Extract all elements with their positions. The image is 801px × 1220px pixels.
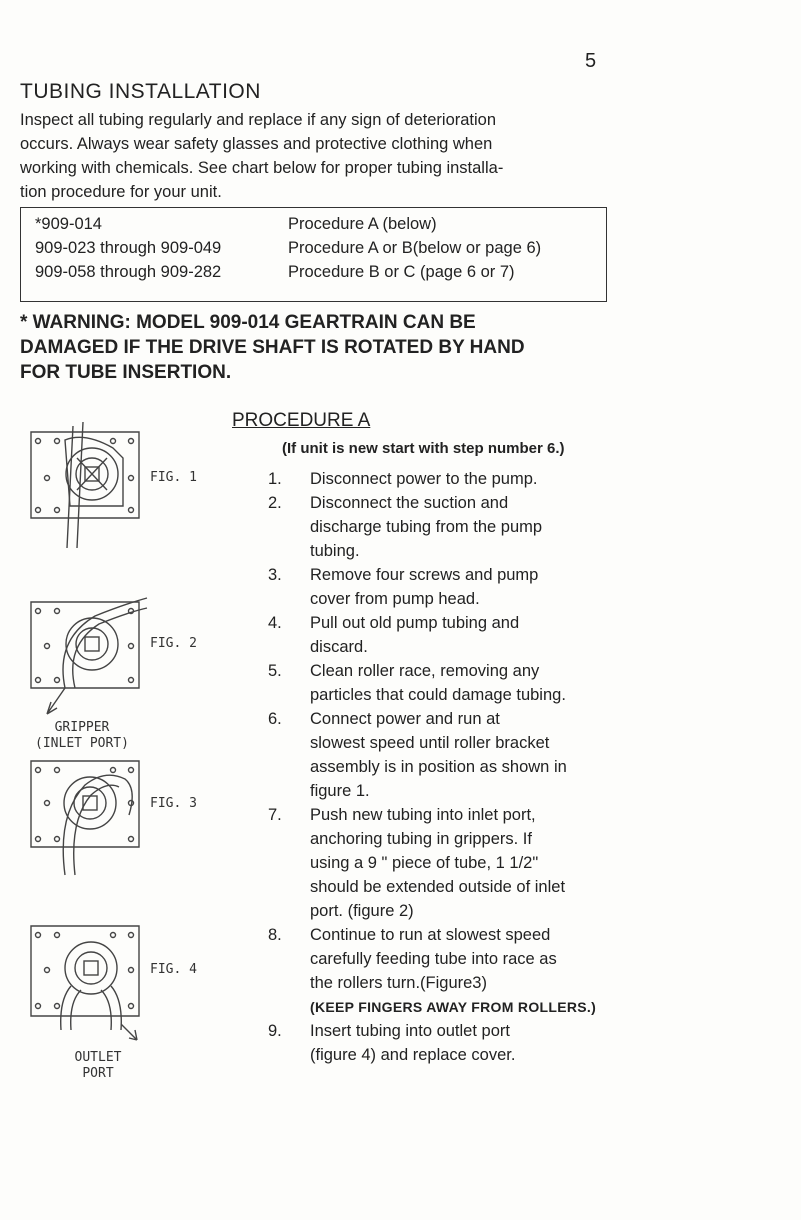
fig-3-label: FIG. 3 xyxy=(150,796,197,811)
chart-model: *909-014 xyxy=(35,215,102,233)
step-number: 2. xyxy=(268,494,282,512)
step-line: the rollers turn.(Figure3) xyxy=(310,974,487,992)
step-line: using a 9 " piece of tube, 1 1/2" xyxy=(310,854,539,872)
inlet-port-line: (INLET PORT) xyxy=(35,736,129,751)
step xyxy=(268,467,608,491)
chart-model: 909-058 through 909-282 xyxy=(35,263,222,281)
outlet-port-label xyxy=(58,1050,138,1082)
figure-1-pump-head xyxy=(25,418,145,553)
step xyxy=(268,611,608,659)
step xyxy=(268,491,608,563)
step-line: tubing. xyxy=(310,542,360,560)
fig-4-label: FIG. 4 xyxy=(150,962,197,977)
step-line: particles that could damage tubing. xyxy=(310,686,566,704)
intro-paragraph xyxy=(20,108,610,204)
step-line: assembly is in position as shown in xyxy=(310,758,567,776)
intro-line: tion procedure for your unit. xyxy=(20,183,222,201)
procedure-chart xyxy=(20,207,607,302)
step xyxy=(268,803,608,923)
step xyxy=(268,563,608,611)
intro-line: occurs. Always wear safety glasses and protective clothing when xyxy=(20,135,493,153)
step-number: 5. xyxy=(268,662,282,680)
step-line: Disconnect power to the pump. xyxy=(310,470,538,488)
procedure-note: (If unit is new start with step number 6.) xyxy=(282,440,565,457)
chart-procedure: Procedure B or C (page 6 or 7) xyxy=(288,263,515,281)
step-line: Insert tubing into outlet port xyxy=(310,1022,510,1040)
step-line: Pull out old pump tubing and xyxy=(310,614,520,632)
step-number: 3. xyxy=(268,566,282,584)
step-line: figure 1. xyxy=(310,782,370,800)
step-line: Push new tubing into inlet port, xyxy=(310,806,536,824)
step-line: cover from pump head. xyxy=(310,590,480,608)
step-line: Clean roller race, removing any xyxy=(310,662,540,680)
step-line: should be extended outside of inlet xyxy=(310,878,566,896)
step-line: slowest speed until roller bracket xyxy=(310,734,550,752)
step xyxy=(268,707,608,803)
figure-2-pump-head xyxy=(25,590,150,720)
step-line: discharge tubing from the pump xyxy=(310,518,543,536)
step xyxy=(268,923,608,1019)
chart-procedure: Procedure A (below) xyxy=(288,215,437,233)
step-line: (figure 4) and replace cover. xyxy=(310,1046,516,1064)
gripper-inlet-port-label xyxy=(22,720,142,752)
step-number: 9. xyxy=(268,1022,282,1040)
step-number: 1. xyxy=(268,470,282,488)
step xyxy=(268,659,608,707)
step-caution: (KEEP FINGERS AWAY FROM ROLLERS.) xyxy=(310,999,597,1015)
warning-line: * WARNING: MODEL 909-014 GEARTRAIN CAN BE xyxy=(20,312,476,333)
gripper-line: GRIPPER xyxy=(54,720,110,735)
step-line: anchoring tubing in grippers. If xyxy=(310,830,532,848)
intro-line: Inspect all tubing regularly and replace if any sign of deterioration xyxy=(20,111,497,129)
steps-list xyxy=(268,467,608,1067)
step-line: port. (figure 2) xyxy=(310,902,414,920)
step-number: 7. xyxy=(268,806,282,824)
step-line: Connect power and run at xyxy=(310,710,500,728)
step-line: Remove four screws and pump xyxy=(310,566,539,584)
step-number: 8. xyxy=(268,926,282,944)
warning-line: FOR TUBE INSERTION. xyxy=(20,362,232,383)
step-number: 6. xyxy=(268,710,282,728)
port-line: PORT xyxy=(82,1066,114,1081)
fig-2-label: FIG. 2 xyxy=(150,636,197,651)
section-title: TUBING INSTALLATION xyxy=(20,80,261,103)
figure-4-pump-head xyxy=(25,920,150,1045)
chart-procedure: Procedure A or B(below or page 6) xyxy=(288,239,542,257)
chart-model: 909-023 through 909-049 xyxy=(35,239,222,257)
outlet-line: OUTLET xyxy=(74,1050,122,1065)
fig-1-label: FIG. 1 xyxy=(150,470,197,485)
page-number: 5 xyxy=(585,50,597,72)
warning-line: DAMAGED IF THE DRIVE SHAFT IS ROTATED BY HAND xyxy=(20,337,525,358)
step-line: Disconnect the suction and xyxy=(310,494,509,512)
step-number: 4. xyxy=(268,614,282,632)
step-line: carefully feeding tube into race as xyxy=(310,950,557,968)
intro-line: working with chemicals. See chart below for proper tubing installa- xyxy=(20,159,504,177)
step xyxy=(268,1019,608,1067)
step-line: discard. xyxy=(310,638,368,656)
step-line: Continue to run at slowest speed xyxy=(310,926,551,944)
warning-block xyxy=(20,310,620,385)
figure-3-pump-head xyxy=(25,755,145,880)
procedure-title: PROCEDURE A xyxy=(232,410,371,431)
